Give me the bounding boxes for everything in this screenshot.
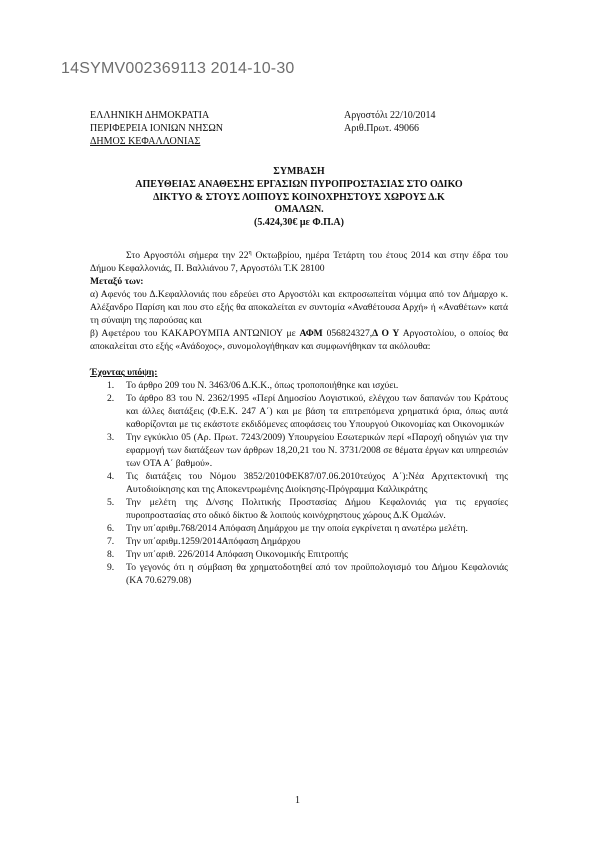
title-line: ΑΠΕΥΘΕΙΑΣ ΑΝΑΘΕΣΗΣ ΕΡΓΑΣΙΩΝ ΠΥΡΟΠΡΟΣΤΑΣΙΑΣ ΣΤΟ ΟΔΙΚΟ (135, 178, 463, 190)
document-stamp: 14SYMV002369113 2014-10-30 (61, 60, 295, 77)
list-item (90, 522, 508, 535)
list-item (90, 431, 508, 470)
list-item (90, 470, 508, 496)
list-text: Την υπ΄αριθμ.768/2014 Απόφαση Δημάρχου με την οποία εγκρίνεται η ανωτέρω μελέτη. (126, 523, 468, 535)
ordinal-suffix: η (248, 250, 252, 256)
list-number: 7. (107, 536, 115, 548)
list-text: Το γεγονός ότι η σύμβαση θα χρηματοδοτηθεί από τον προϋπολογισμό του Δήμου Κεφαλονιάς (ΚΑ 70.6279.08) (126, 562, 508, 587)
list-text: Το άρθρο 83 του Ν. 2362/1995 «Περί Δημοσίου Λογιστικού, ελέγχου των δαπανών του Κράτους και άλλες διατάξεις (Φ.Ε.Κ. 247 Α΄) και με βάση τα επιτρεπόμενα χρηματικά όρια, όπως αυτά καθορίζονται με τις εκάστοτε εκδιδόμενες αποφάσεις του Υπουργού Οικονομίας και Οικονομικών (126, 393, 508, 431)
afm-label: ΑΦΜ (299, 328, 323, 340)
contract-body (90, 247, 508, 587)
list-number: 5. (107, 497, 115, 509)
issuer-header (90, 109, 223, 148)
list-number: 6. (107, 523, 115, 535)
list-number: 4. (107, 471, 115, 483)
title-amount: (5.424,30€ με Φ.Π.Α) (254, 217, 344, 229)
list-text: Το άρθρο 209 του Ν. 3463/06 Δ.Κ.Κ., όπως τροποποιήθηκε και ισχύει. (126, 380, 399, 392)
list-text: Την μελέτη της Δ/νσης Πολιτικής Προστασίας Δήμου Κεφαλονιάς για τις εργασίες πυροπροστασίας στο οδικό δίκτυο & λοιπούς κοινόχρηστους χώρους Δ.Κ Ομαλών. (126, 497, 508, 522)
list-text: Τις διατάξεις του Νόμου 3852/2010ΦΕΚ87/07.06.2010τεύχος Α΄):Νέα Αρχιτεκτονική της Αυτοδιοίκησης και της Αποκεντρωμένης Διοίκησης-Πρόγραμμα Καλλικράτης (126, 471, 508, 496)
list-number: 9. (107, 562, 115, 574)
list-item (90, 548, 508, 561)
between-label: Μεταξύ των: (90, 276, 144, 288)
title-line: ΟΜΑΛΩΝ. (274, 204, 324, 216)
issuer-line: ΠΕΡΙΦΕΡΕΙΑ ΙΟΝΙΩΝ ΝΗΣΩΝ (90, 123, 223, 134)
title-line: ΣΥΜΒΑΣΗ (273, 166, 325, 177)
list-item (90, 496, 508, 522)
party-b (90, 327, 508, 353)
list-item (90, 379, 508, 392)
considerations-list (90, 379, 508, 587)
list-item (90, 535, 508, 548)
party-b-text: Αργοστολίου, ο οποίος θα αποκαλείται στο εξής «Ανάδοχος», συνομολογήθηκαν και συμφωνήθηκαν τα ακόλουθα: (90, 328, 509, 353)
list-text: Την υπ΄αριθμ.1259/2014Απόφαση Δημάρχου (126, 536, 301, 548)
party-b-text: β) Αφετέρου του ΚΑΚΑΡΟΥΜΠΑ ΑΝΤΩΝΙΟΥ με (90, 328, 300, 340)
intro-text: Στο Αργοστόλι σήμερα την 22 (126, 250, 249, 262)
contract-title (90, 166, 508, 230)
issuer-line: ΔΗΜΟΣ ΚΕΦΑΛΛΟΝΙΑΣ (90, 136, 201, 147)
intro-text: Οκτωβρίου, ημέρα Τετάρτη του έτους 2014 και στην έδρα του Δήμου Κεφαλλονιάς, Π. Βαλλιάνου 7, Αργοστόλι Τ.Κ 28100 (90, 250, 508, 275)
date-line: Αργοστόλι 22/10/2014 (344, 110, 436, 121)
doy-label: Δ Ο Υ (372, 328, 400, 340)
list-item (90, 561, 508, 587)
date-protocol-header (344, 109, 436, 135)
list-item (90, 392, 508, 431)
considering-heading: Έχοντας υπόψη: (90, 367, 158, 379)
list-text: Την εγκύκλιο 05 (Αρ. Πρωτ. 7243/2009) Υπουργείου Εσωτερικών περί «Παροχή οδηγιών για την εφαρμογή των διατάξεων των άρθρων 18,20,21 του Ν. 3731/2008 σε θέματα έργων και υπηρεσιών των ΟΤΑ Α΄ βαθμού». (126, 432, 508, 470)
list-number: 1. (107, 380, 115, 392)
title-line: ΔΙΚΤΥΟ & ΣΤΟΥΣ ΛΟΙΠΟΥΣ ΚΟΙΝΟΧΡΗΣΤΟΥΣ ΧΩΡΟΥΣ Δ.Κ (153, 191, 445, 203)
list-number: 3. (107, 432, 115, 444)
list-number: 2. (107, 393, 115, 405)
afm-number: 056824327, (322, 328, 373, 340)
intro-paragraph (90, 247, 508, 275)
issuer-line: ΕΛΛΗΝΙΚΗ ΔΗΜΟΚΡΑΤΙΑ (90, 110, 210, 121)
protocol-line: Αριθ.Πρωτ. 49066 (344, 123, 420, 134)
list-text: Την υπ΄αριθ. 226/2014 Απόφαση Οικονομικής Επιτροπής (126, 549, 348, 561)
party-a: α) Αφενός του Δ.Κεφαλλονιάς που εδρεύει στο Αργοστόλι και εκπροσωπείται νόμιμα από τον Δήμαρχο κ. Αλέξανδρο Παρίση και που στο εξής θα αποκαλείται εν συντομία «Αναθέτουσα Αρχή» ή «Αναθέτων» κατά τη σύναψη της παρούσας και (90, 289, 508, 327)
page-number: 1 (295, 795, 300, 806)
list-number: 8. (107, 549, 115, 561)
